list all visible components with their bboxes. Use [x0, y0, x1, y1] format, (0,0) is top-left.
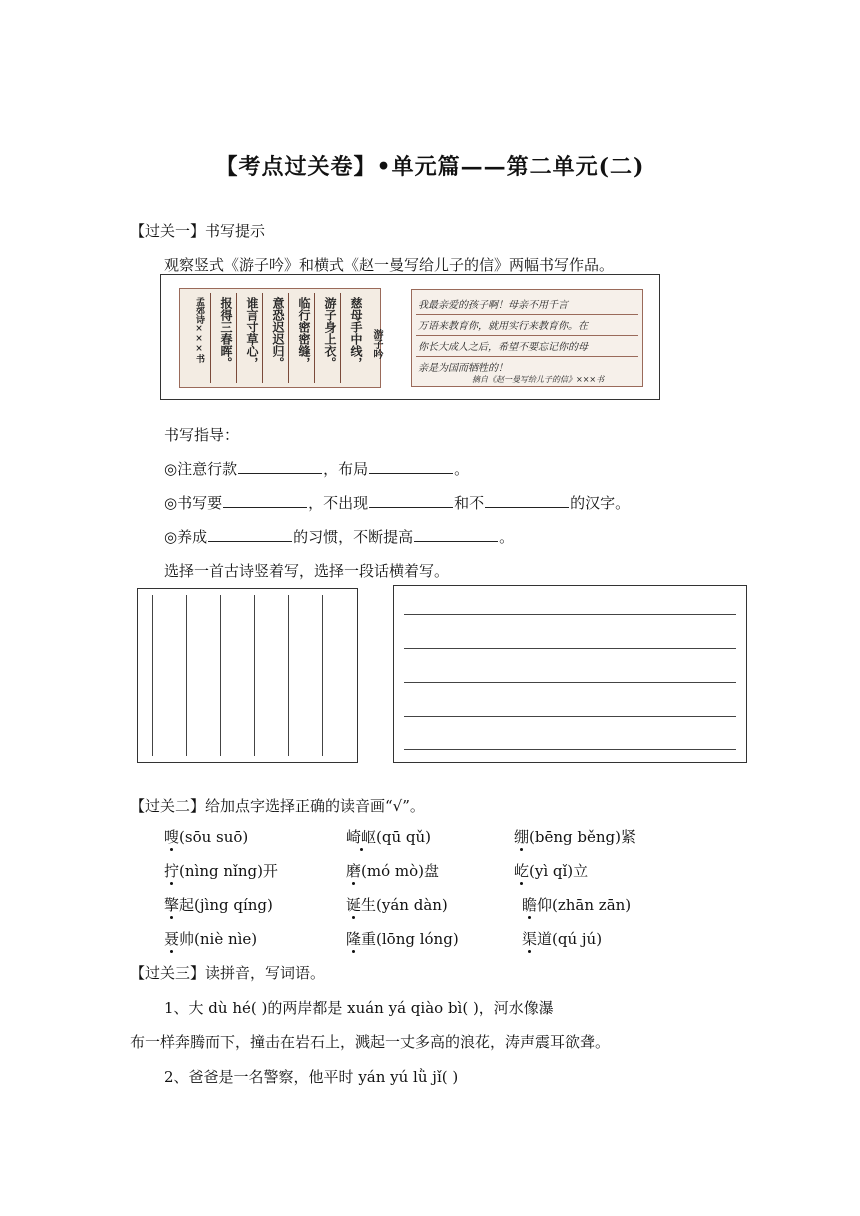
pinyin-item: 瞻仰(zhān zān) [522, 896, 632, 914]
blank-field[interactable] [369, 458, 453, 474]
poem-column: 报得三春晖。 [219, 297, 233, 369]
blank-field[interactable] [369, 492, 453, 508]
page-title: 【考点过关卷】•单元篇——第二单元(二) [215, 154, 645, 180]
horizontal-writing-box[interactable] [393, 585, 747, 763]
guide-line-2: ◎书写要 ，不出现 和不 的汉字。 [164, 494, 631, 512]
letter-line: 亲是为国而牺牲的！ [418, 363, 508, 374]
pinyin-item: 崎岖(qū qǔ) [346, 828, 432, 846]
section-3-heading: 【过关三】读拼音，写词语。 [130, 964, 326, 982]
poem-signature: 孟郊诗×××书 [194, 297, 204, 363]
pinyin-item: 屹(yì qǐ)立 [514, 862, 589, 880]
blank-field[interactable] [223, 492, 307, 508]
calligraphy-image-frame [160, 274, 660, 400]
horizontal-letter-image [411, 289, 643, 387]
poem-column: 临行密密缝， [297, 297, 311, 369]
practice-instruction: 选择一首古诗竖着写，选择一段话横着写。 [164, 562, 450, 580]
question-1-line-1: 1、大 dù hé( )的两岸都是 xuán yá qiào bì( )，河水像瀑 [164, 999, 554, 1017]
pinyin-item: 拧(nìng nǐng)开 [164, 862, 278, 880]
vertical-writing-box[interactable] [137, 588, 358, 763]
pinyin-item: 磨(mó mò)盘 [346, 862, 439, 880]
question-2-line-1: 2、爸爸是一名警察，他平时 yán yú lǜ jǐ( ) [164, 1068, 459, 1086]
pinyin-item: 隆重(lōng lóng) [346, 930, 459, 948]
blank-field[interactable] [485, 492, 569, 508]
guide-line-1: ◎注意行款 ，布局 。 [164, 460, 470, 478]
blank-field[interactable] [238, 458, 322, 474]
pinyin-item: 诞生(yán dàn) [346, 896, 448, 914]
pinyin-item: 绷(bēng běng)紧 [514, 828, 636, 846]
blank-field[interactable] [208, 526, 292, 542]
section-1-intro: 观察竖式《游子吟》和横式《赵一曼写给儿子的信》两幅书写作品。 [164, 256, 615, 274]
poem-title: 游子吟 [371, 329, 382, 359]
letter-line: 万语来教育你，就用实行来教育你。在 [418, 321, 588, 332]
poem-column: 慈母手中线， [349, 297, 363, 369]
vertical-poem-image [179, 288, 381, 388]
poem-column: 谁言寸草心， [245, 297, 259, 369]
pinyin-item: 嗖(sōu suō) [164, 828, 249, 846]
poem-column: 意恐迟迟归。 [271, 297, 285, 369]
question-1-line-2: 布一样奔腾而下，撞击在岩石上，溅起一丈多高的浪花，涛声震耳欲聋。 [130, 1033, 611, 1051]
letter-line: 你长大成人之后，希望不要忘记你的母 [418, 342, 588, 353]
pinyin-item: 聂帅(niè nìe) [164, 930, 258, 948]
letter-signature: 摘自《赵一曼写给儿子的信》×××书 [472, 375, 605, 384]
letter-line: 我最亲爱的孩子啊！母亲不用千言 [418, 300, 568, 311]
blank-field[interactable] [414, 526, 498, 542]
pinyin-item: 擎起(jìng qíng) [164, 896, 273, 914]
pinyin-item: 渠道(qú jú) [522, 930, 603, 948]
guide-label: 书写指导： [164, 426, 240, 444]
section-2-heading: 【过关二】给加点字选择正确的读音画“√”。 [130, 797, 425, 815]
guide-line-3: ◎养成 的习惯，不断提高 。 [164, 528, 515, 546]
section-1-heading: 【过关一】书写提示 [130, 222, 266, 240]
poem-column: 游子身上衣。 [323, 297, 337, 369]
